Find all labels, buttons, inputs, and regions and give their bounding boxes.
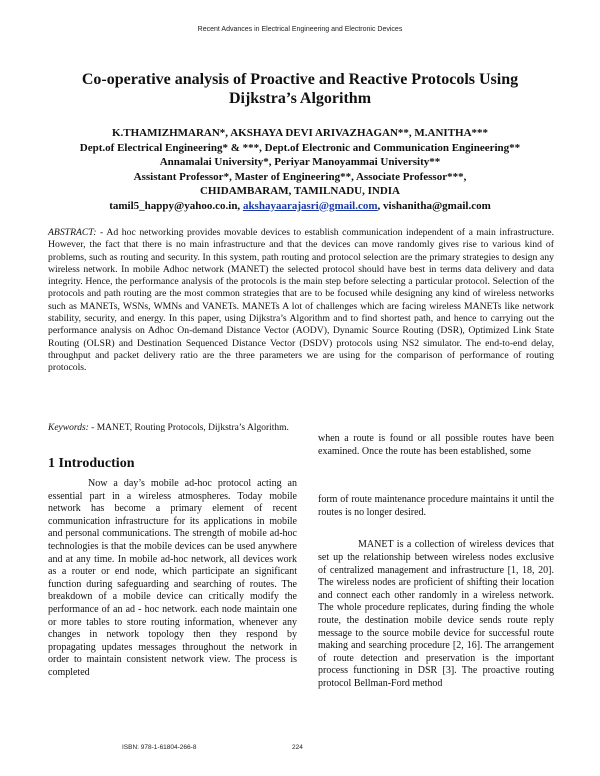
- running-header: Recent Advances in Electrical Engineering and Electronic Devices: [197, 26, 403, 33]
- keywords: [48, 422, 348, 434]
- abstract: [48, 227, 554, 375]
- keywords-text: MANET, Routing Protocols, Dijkstra’s Algorithm.: [96, 423, 289, 433]
- footer-isbn: ISBN: 978-1-61804-266-8: [122, 744, 197, 751]
- author-roles: Assistant Professor*, Master of Engineering**, Associate Professor***,: [133, 170, 467, 183]
- author-universities: Annamalai University*, Periyar Manoyammai University**: [159, 156, 441, 168]
- author-emails: [40, 199, 560, 214]
- author-block: [40, 126, 560, 213]
- title-line-1: Co-operative analysis of Proactive and Reactive Protocols Using: [81, 71, 519, 88]
- email-2-link[interactable]: akshayaarajasri@gmail.com: [242, 199, 378, 212]
- right-paragraph-1: when a route is found or all possible routes have been examined. Once the route has been established, some: [318, 433, 554, 457]
- paper-title: [60, 70, 540, 108]
- section-heading-introduction: 1 Introduction: [48, 456, 135, 471]
- author-location: CHIDAMBARAM, TAMILNADU, INDIA: [199, 185, 401, 197]
- keywords-label: Keywords: -: [48, 423, 95, 433]
- abstract-text: Ad hoc networking provides movable devices to establish communication independent of a main infrastructure. However, the fact that there is no main infrastructure and that the devices can move randomly gives rise to various kind of problems, such as routing and security. In this system, path routing and protocol selection are the primary strategies to design any wireless network. In mobile Adhoc network (MANET) the selected protocol should have best in terms data delivery and data integrity. Hence, the performance analysis of the protocols is the main step before selecting a particular protocol. Selection of the protocols and path routing are the most common strategies that are to be focused while designing any kind of wireless networks such as MANETs, WSNs, WMNs and VANETs. MANETs A lot of challenges which are facing wireless MANETs like network stability, security, and energy. In this paper, using Dijkstra’s Algorithm and to find shortest path, and hence to carrying out the performance analysis on Adhoc On-demand Distance Vector (AODV), Dynamic Source Routing (DSR), Optimized Link State Routing (OLSR) and Destination Sequenced Distance Vector (DSDV) protocols using NS2 simulator. The end-to-end delay, throughput and packet delivery ratio are the three parameters we are using for the comparison of performance of routing protocols.: [48, 227, 555, 374]
- right-paragraph-3: MANET is a collection of wireless devices that set up the relationship between wireless nodes exclusive of centralized management and infrastructure [1, 18, 20]. The wireless nodes are proficient of shifting their location and connect each other randomly in a wireless network. The whole procedure replicates, during finding the whole route, the destination mobile device sends route reply message to the source mobile device for successful route making and searching procedure [2, 16]. The arrangement of route detection and preservation is the important process functioning in DSR [3]. The proactive routing protocol Bellman-Ford method: [318, 539, 554, 689]
- author-departments: Dept.of Electrical Engineering* & ***, Dept.of Electronic and Communication Engineering**: [79, 141, 521, 154]
- footer-page-number: 224: [292, 744, 303, 751]
- email-1: tamil5_happy@yahoo.co.in,: [109, 199, 241, 212]
- abstract-label: ABSTRACT: -: [48, 227, 104, 238]
- right-paragraph-2: form of route maintenance procedure maintains it until the routes is no longer desired.: [318, 494, 554, 518]
- title-line-2: Dijkstra’s Algorithm: [228, 90, 372, 107]
- email-3: , vishanitha@gmail.com: [377, 199, 491, 212]
- author-names: K.THAMIZHMARAN*, AKSHAYA DEVI ARIVAZHAGAN**, M.ANITHA***: [111, 127, 489, 139]
- introduction-paragraph: Now a day’s mobile ad-hoc protocol acting an essential part in a wireless atmospheres. Today mobile network has become a primary element of recent communication infrastructure for its applications in mobile and personal communications. The strength of mobile ad-hoc technologies is that the mobile devices can be used anywhere and at any time. In mobile ad-hoc network, all devices work as a router or end node, which participate an significant function during safeguarding and searching of routes. The breakdown of a mobile device can critically modify the performance of an ad - hoc network. each node maintain one or more tables to store routing information, whenever any changes in network topology then they respond by propagating updates messages throughout the network in order to maintain consistent network view. The process is completed: [48, 478, 297, 678]
- right-column: [318, 433, 554, 691]
- left-column: [48, 456, 297, 680]
